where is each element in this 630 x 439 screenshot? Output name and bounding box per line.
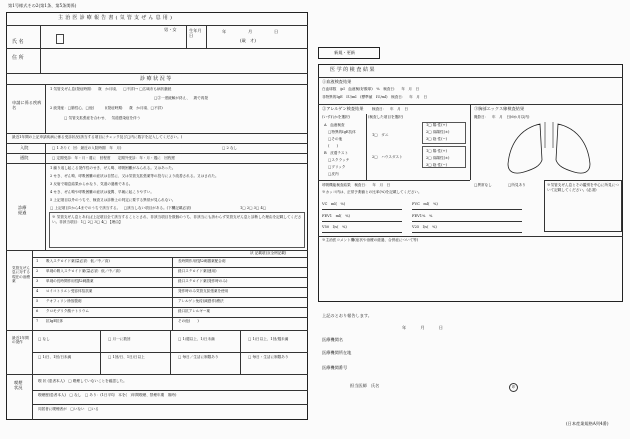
disease-line-1b: □②一度緩解が終え、 歳で再発	[154, 96, 208, 100]
seal-icon: 印	[509, 383, 518, 392]
allergy-dust[interactable]: 2□ ハウスダスト	[372, 155, 403, 159]
name-furigana-box[interactable]	[56, 34, 64, 44]
meds-row-right[interactable]: 経口ステロイド薬(連用)	[178, 269, 217, 273]
visit-notice: 最近1年間の上記申請疾病に係る受診状況(該当する項目にチェック及び□内に数字を記入してください。)	[12, 135, 183, 139]
outpatient-label: 通院	[20, 155, 29, 160]
exacerbation-option[interactable]: □ 1/日、1回/日未満	[38, 355, 72, 359]
smoking-row-1[interactable]: 喫 状 (患者本人) □ 喫煙していないことを確認した。	[38, 379, 127, 383]
dob-month: 月	[248, 29, 253, 34]
blood-title: ①血液検査結果	[322, 79, 352, 84]
meds-row-left[interactable]: 抗IgE抗体	[46, 319, 64, 323]
meds-row-left[interactable]: ロイコトリエン受容体拮抗薬	[46, 289, 93, 293]
report-statement: 上記のとおり報告します。	[322, 313, 372, 318]
meds-row-number: 1	[36, 259, 39, 263]
admission-option-no[interactable]: □ 2 なし	[222, 146, 238, 150]
disease-line-2: 2 続発症：□肺性心、□他( )(発症時期： 歳 か月頃、□不詳)	[50, 106, 163, 110]
lung-fev1-pct[interactable]: FEV1% %	[412, 214, 433, 218]
course-remark: ※ 気管支ぜん息とあれば上記項目全て該当することとされ、非該当項目を数個のうち、非該当にも該わらず気管支ぜん息と診断した理由を記載してください。非該当項目：1□ 2□ 3□ 4□ 【理由】	[52, 215, 302, 224]
xray-title: ③胸部エックス線検査結果	[474, 106, 525, 111]
address-label: 住 所	[12, 55, 24, 61]
meds-row-right[interactable]: 経口ステロイド薬(発作時のみ)	[178, 279, 228, 283]
allergy-mites[interactable]: 1□ ダニ	[372, 133, 389, 137]
name-label: 氏 名	[12, 39, 24, 45]
exacerbation-option[interactable]: □ 1/日以上、1回/週未満	[248, 337, 289, 341]
allergy-method-option[interactable]: □皮内	[328, 172, 339, 176]
exacerbation-option[interactable]: □ 1/週以上、1/日未満	[178, 337, 215, 341]
meds-row-number: 6	[36, 309, 39, 313]
doctor-name: 担当医師 氏名	[350, 383, 380, 388]
meds-row-number: 3	[36, 279, 39, 283]
xray-date[interactable]: 撮影日： 年 月 日(6か月以内)	[474, 115, 530, 119]
lung-v25[interactable]: V̇25 l/s( %)	[412, 225, 437, 229]
allergy-method-option[interactable]: □スクラッチ	[328, 158, 350, 162]
dob-day: 日	[274, 29, 279, 34]
exacerbation-label: 最近1年間の発作	[12, 336, 29, 345]
meds-row-left[interactable]: 単剤の吸入ステロイド薬(量必須：低／中／高)	[46, 269, 121, 273]
course-check-note[interactable]: □ 上記項目1から4までのうちで該当する。 □該当しない項目がある。(下欄記載必須)	[50, 206, 192, 210]
course-label: 診療経過	[18, 205, 27, 216]
institution-address: 医療機関所在地	[322, 350, 352, 355]
allergy-result-mites[interactable]: 1□ 陽 性(+)	[426, 123, 447, 127]
disease-line-2b: □ 気管支拡張症を合わせ、 気道感染症を伴う	[64, 116, 141, 120]
allergy-method-option[interactable]: □プリック	[328, 165, 346, 169]
allergy-method-option[interactable]: ( )	[328, 144, 338, 148]
blood-row-1[interactable]: 白血球数 /μl 血液検(好酸球) % 検査日： 年 月 日	[322, 87, 420, 91]
exacerbation-option[interactable]: □ 毎日・生活に制限あり	[248, 355, 289, 359]
course-item-2: 2 せき、ぜん鳴、呼吸困難の症状は自然に、又は気管支拡張薬等の投与により改善される。又はされた。	[50, 174, 219, 178]
meds-header: 状 記載項目(全例記載)	[250, 251, 287, 255]
disease-label: 申請に係る疾病名	[12, 100, 42, 111]
meds-row-right[interactable]: 発作時のみ気管支拡張薬を使用	[178, 289, 229, 293]
form-title: 主 治 医 診 療 報 告 書 ( 気 管 支 ぜ ん 息 用 )	[58, 15, 173, 21]
lung-v50[interactable]: V̇50 l/s( %)	[322, 225, 347, 229]
lung-fev1[interactable]: FEV1 ml( %)	[322, 214, 350, 218]
allergy-method-option[interactable]: □特異的IgE抗体	[328, 130, 356, 134]
smoking-row-3[interactable]: 同居者に喫煙者が □いない □いる	[38, 407, 99, 411]
meds-row-left[interactable]: クロモグリク酸ナトリウム	[46, 309, 90, 313]
exacerbation-option[interactable]: □ なし	[38, 337, 50, 341]
allergy-date[interactable]: 検査日： 年 月 日	[372, 107, 408, 111]
allergy-method-option[interactable]: B 皮膚テスト	[324, 151, 349, 155]
xray-note: ※気管支ぜん息とその鑑別を中心に所見について記載してください。(必須)	[547, 183, 619, 192]
allergy-result-dust[interactable]: 2□ 偽陽性(±)	[426, 156, 450, 160]
sex-label: 男・女	[164, 27, 177, 32]
outpatient-text[interactable]: □ 定期受診：年・月・週に 回程度 定期外受診：年・月・週に 回程度	[52, 156, 176, 160]
allergy-result-dust[interactable]: 3□ 陰 性(−)	[426, 163, 447, 167]
exam-header: 医 学 的 検 査 結 果	[330, 67, 375, 73]
page-ref: (日本産業規格A列4番)	[566, 421, 609, 426]
allergy-method-option[interactable]: □その他	[328, 137, 343, 141]
report-date[interactable]: 年 月 日	[402, 325, 448, 330]
exacerbation-option[interactable]: □ 1回/日、1日/日以上	[108, 355, 145, 359]
meds-row-number: 5	[36, 299, 39, 303]
admission-option-yes[interactable]: □ 1 あり ( 回：最近の入院時期 年 月)	[52, 146, 122, 150]
allergy-result-dust[interactable]: 1□ 陽 性(+)	[426, 149, 447, 153]
meds-side-label: 気管支ぜん息に対する現在の治療薬	[12, 266, 30, 284]
xray-check-normal[interactable]: □異常なし	[474, 183, 492, 187]
exacerbation-option[interactable]: □ 毎日／生活に制限あり	[178, 355, 219, 359]
exacerbation-option[interactable]: □ 月一に数回	[108, 337, 131, 341]
form-number: 第1号様式その2(第1条、第5条関係)	[8, 3, 77, 8]
institution-code: 医療機関番号	[322, 365, 348, 370]
allergy-result-mites[interactable]: 3□ 陰 性(−)	[426, 137, 447, 141]
meds-row-right[interactable]: アレルゲン免疫(減感作)療法	[178, 299, 224, 303]
lung-diagram-icon	[500, 120, 600, 178]
meds-row-number: 4	[36, 289, 39, 293]
lung-fvc[interactable]: FVC ml( %)	[412, 202, 438, 206]
doctor-comment-label: ※主治医コメント欄(症状や治療の経過、合併症について等)	[322, 238, 419, 242]
meds-row-left[interactable]: 吸入ステロイド薬(量必須：低／中／高)	[46, 259, 110, 263]
lung-title: 呼吸機能検査結果 検査日： 年 月 日	[322, 183, 391, 187]
status-header: 診 療 状 況 等	[140, 76, 172, 82]
course-item-4: 4 せき、ぜん鳴や呼吸困難の症状は夜間、早朝に起こりやすい。	[50, 190, 154, 194]
meds-row-left[interactable]: テオフィリン徐放製剤	[46, 299, 82, 303]
allergy-method-label: (いずれかを選択)	[322, 115, 350, 119]
disease-line-1: 1 気管支ぜん息(発症時期： 歳 か月頃、 □不詳)→ □広域市も病状継続	[50, 87, 172, 91]
xray-check-findings[interactable]: □所見あり	[508, 183, 526, 187]
meds-row-right[interactable]: 経口抗アレルギー薬	[178, 309, 211, 313]
new-renew: 新規・更新	[334, 50, 355, 55]
allergy-method-option[interactable]: A 血液検査	[324, 123, 345, 127]
meds-row-number: 2	[36, 269, 39, 273]
allergy-target-label: (検査した項目を選択)	[368, 115, 404, 119]
course-item-5: 5 上記項目以外のうちで、検査又は診断上の判定に要する異常が見られない。	[50, 198, 176, 202]
smoking-label: 喫煙状況	[14, 380, 23, 391]
dob-label: 生年月日	[189, 28, 202, 39]
doctor-comment-area[interactable]	[320, 245, 621, 300]
course-item-1: 1 繰り返し起こる発作性のせき、ぜん鳴、呼吸困難がみられる。又はあった。	[50, 166, 176, 170]
meds-row-number: 7	[36, 319, 39, 323]
smoking-row-2[interactable]: 喫煙歴(患者本人) □ なし □ あり：(1日平均 本を( )年間喫煙、禁煙年期 歳時)	[38, 393, 177, 397]
dob-year: 年	[222, 29, 227, 34]
institution-name: 医療機関名	[322, 337, 343, 342]
allergy-result-mites[interactable]: 2□ 偽陽性(±)	[426, 130, 450, 134]
lung-note: ※カッコ内は、正常予測値との比率(%)を記載してください。	[322, 190, 422, 194]
age-label: (歳 才)	[240, 38, 256, 43]
meds-row-left[interactable]: 単剤の長時間作用性β2刺激薬	[46, 279, 94, 283]
blood-row-2[interactable]: 非特異的IgE IU/ml (標準値 IU/ml) 検査日： 年 月 日	[322, 95, 428, 99]
meds-row-right[interactable]: 長時間作用性β2刺激薬配合剤	[178, 259, 226, 263]
admission-label: 入院	[20, 145, 29, 150]
course-check-boxes[interactable]: 1□ 2□ 3□ 4□	[240, 206, 267, 210]
meds-row-right[interactable]: その他( )	[178, 319, 199, 323]
allergy-title: ②アレルゲン検査結果	[322, 106, 364, 111]
lung-vc[interactable]: VC ml( %)	[322, 202, 346, 206]
course-item-3: 3 反射で喘息結果からかなり、気道の過敏である。	[50, 182, 133, 186]
